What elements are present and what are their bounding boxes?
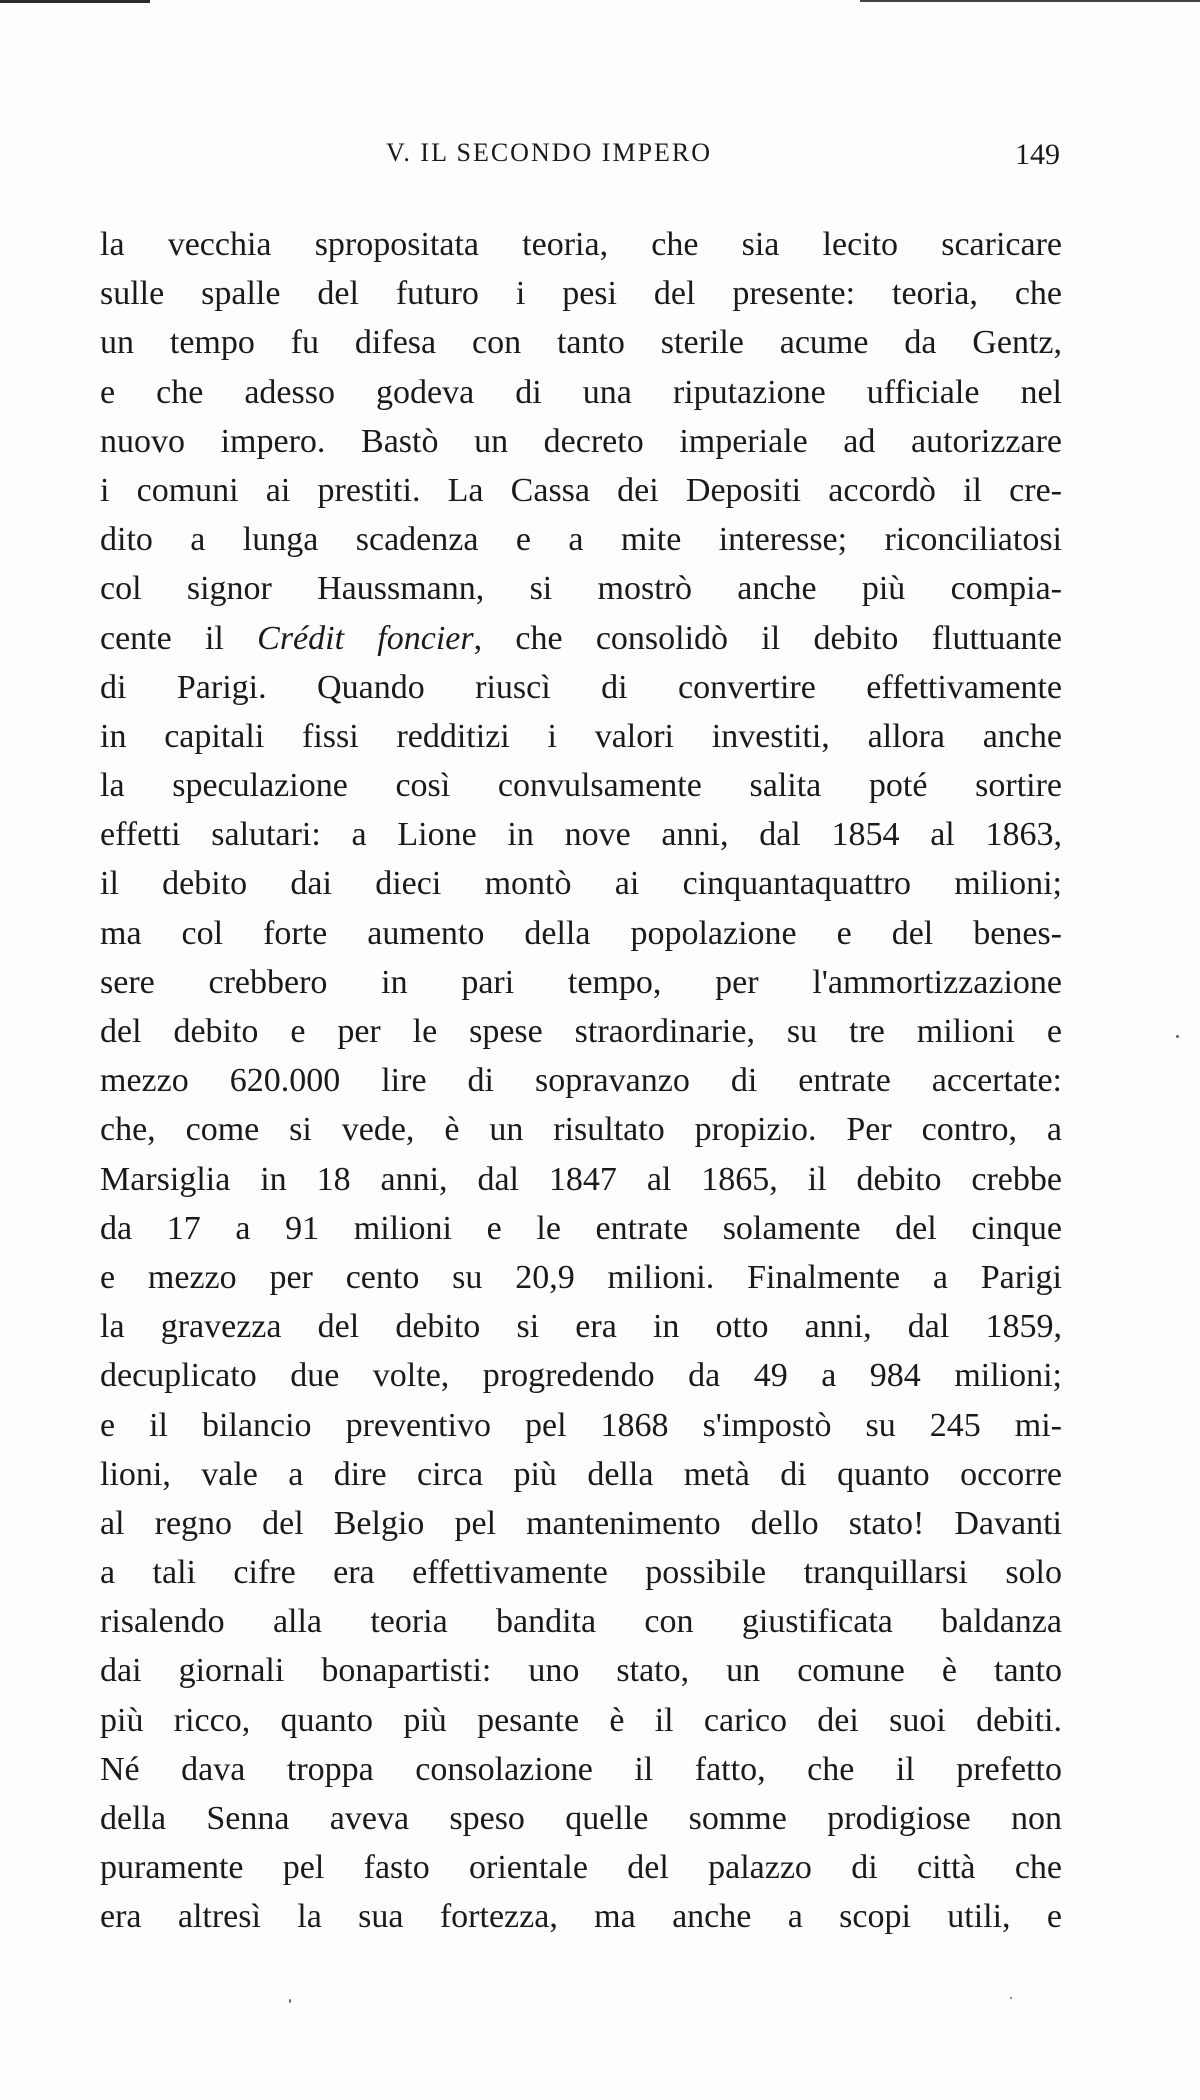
text-line-14: il debito dai dieci montò ai cinquantaquattro milioni; xyxy=(100,865,1062,903)
running-head xyxy=(100,138,1060,178)
text-line-35: era altresì la sua fortezza, ma anche a scopi utili, e xyxy=(100,1898,1062,1936)
text-line-29: risalendo alla teoria bandita con giustificata baldanza xyxy=(100,1603,1062,1641)
text-line-10: di Parigi. Quando riuscì di convertire effettivamente xyxy=(100,668,1062,706)
text-line-9-before: cente il xyxy=(100,619,258,657)
text-line-19: che, come si vede, è un risultato propizio. Per contro, a xyxy=(100,1111,1062,1149)
text-line-8: col signor Haussmann, si mostrò anche più compia- xyxy=(100,570,1062,608)
text-line-26: lioni, vale a dire circa più della metà di quanto occorre xyxy=(100,1455,1062,1493)
text-line-27: al regno del Belgio pel mantenimento dello stato! Davanti xyxy=(100,1504,1062,1542)
text-line-34: puramente pel fasto orientale del palazzo di città che xyxy=(100,1849,1062,1887)
text-line-31: più ricco, quanto più pesante è il carico dei suoi debiti. xyxy=(100,1701,1062,1739)
text-line-25: e il bilancio preventivo pel 1868 s'impostò su 245 mi- xyxy=(100,1406,1062,1444)
scan-speck xyxy=(289,1999,291,2003)
text-line-7: dito a lunga scadenza e a mite interesse; riconciliatosi xyxy=(100,521,1062,559)
text-line-18: mezzo 620.000 lire di sopravanzo di entrate accertate: xyxy=(100,1062,1062,1100)
text-line-17: del debito e per le spese straordinarie, su tre milioni e xyxy=(100,1013,1062,1050)
text-line-16: sere crebbero in pari tempo, per l'ammortizzazione xyxy=(100,963,1062,1001)
italic-title-credit-foncier: Crédit foncier xyxy=(257,619,474,657)
text-line-13: effetti salutari: a Lione in nove anni, dal 1854 al 1863, xyxy=(100,816,1062,854)
text-line-3: un tempo fu difesa con tanto sterile acume da Gentz, xyxy=(100,324,1062,362)
scan-speck xyxy=(1010,1997,1012,1999)
body-text xyxy=(100,220,1062,1942)
text-line-12: la speculazione così convulsamente salita poté sortire xyxy=(100,767,1062,805)
text-line-4: e che adesso godeva di una riputazione ufficiale nel xyxy=(100,373,1062,411)
text-line-1: la vecchia spropositata teoria, che sia lecito scaricare xyxy=(100,226,1062,263)
running-title: V. IL SECONDO IMPERO xyxy=(386,138,713,167)
text-line-33: della Senna aveva speso quelle somme prodigiose non xyxy=(100,1800,1062,1837)
text-line-11: in capitali fissi redditizi i valori investiti, allora anche xyxy=(100,717,1062,755)
text-line-30: dai giornali bonapartisti: uno stato, un comune è tanto xyxy=(100,1652,1062,1690)
text-line-22: e mezzo per cento su 20,9 milioni. Finalmente a Parigi xyxy=(100,1258,1062,1296)
text-line-32: Né dava troppa consolazione il fatto, che il prefetto xyxy=(100,1750,1062,1788)
text-line-6: i comuni ai prestiti. La Cassa dei Depositi accordò il cre- xyxy=(100,471,1062,509)
text-line-23: la gravezza del debito si era in otto anni, dal 1859, xyxy=(100,1308,1062,1346)
text-line-28: a tali cifre era effettivamente possibile tranquillarsi solo xyxy=(100,1554,1062,1592)
text-line-20: Marsiglia in 18 anni, dal 1847 al 1865, il debito crebbe xyxy=(100,1160,1062,1198)
text-line-2: sulle spalle del futuro i pesi del presente: teoria, che xyxy=(100,275,1062,313)
scan-edge-mark-right xyxy=(860,0,1200,2)
text-line-9 xyxy=(100,614,1062,663)
page-number: 149 xyxy=(1015,138,1060,171)
text-line-21: da 17 a 91 milioni e le entrate solamente del cinque xyxy=(100,1209,1062,1247)
text-line-5: nuovo impero. Bastò un decreto imperiale ad autorizzare xyxy=(100,422,1062,460)
text-line-9-after: , che consolidò il debito fluttuante xyxy=(473,619,1062,657)
scan-speck xyxy=(1176,1035,1179,1038)
text-line-15: ma col forte aumento della popolazione e del benes- xyxy=(100,914,1062,952)
scan-edge-mark-left xyxy=(0,0,150,3)
text-line-24: decuplicato due volte, progredendo da 49 a 984 milioni; xyxy=(100,1357,1062,1395)
